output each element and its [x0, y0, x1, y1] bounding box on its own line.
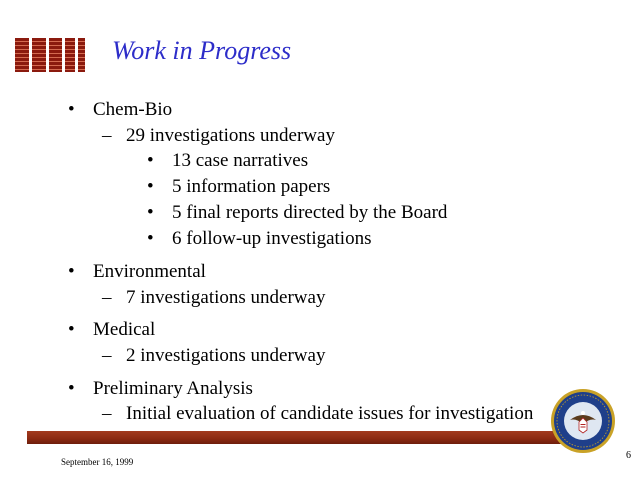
- department-of-defense-seal-icon: [550, 388, 616, 454]
- bullet-marker: •: [147, 176, 154, 197]
- striped-bars-logo-icon: [15, 38, 85, 72]
- dash-marker: –: [102, 403, 112, 424]
- list-item: 5 final reports directed by the Board: [172, 202, 448, 223]
- bullet-marker: •: [147, 228, 154, 249]
- bullet-marker: •: [68, 378, 75, 399]
- bullet-marker: •: [68, 261, 75, 282]
- dash-marker: –: [102, 345, 112, 366]
- bullet-medical: Medical: [93, 319, 156, 340]
- bullet-marker: •: [68, 319, 75, 340]
- footer-divider-bar: [27, 431, 570, 444]
- bullet-marker: •: [147, 150, 154, 171]
- sub-bullet-medical: 2 investigations underway: [126, 345, 326, 366]
- list-item: 6 follow-up investigations: [172, 228, 372, 249]
- bullet-marker: •: [68, 99, 75, 120]
- slide-title: Work in Progress: [112, 36, 292, 65]
- dash-marker: –: [102, 125, 112, 146]
- sub-bullet-chem-bio: 29 investigations underway: [126, 125, 335, 146]
- sub-bullet-preliminary-analysis: Initial evaluation of candidate issues for investigation: [126, 403, 534, 424]
- bullet-marker: •: [147, 202, 154, 223]
- bullet-chem-bio: Chem-Bio: [93, 99, 173, 120]
- list-item: 13 case narratives: [172, 150, 309, 171]
- sub-bullet-environmental: 7 investigations underway: [126, 287, 326, 308]
- page-number: 6: [626, 450, 631, 461]
- dash-marker: –: [102, 287, 112, 308]
- footer-date: September 16, 1999: [61, 457, 134, 467]
- bullet-environmental: Environmental: [93, 261, 206, 282]
- bullet-preliminary-analysis: Preliminary Analysis: [93, 378, 253, 399]
- list-item: 5 information papers: [172, 176, 331, 197]
